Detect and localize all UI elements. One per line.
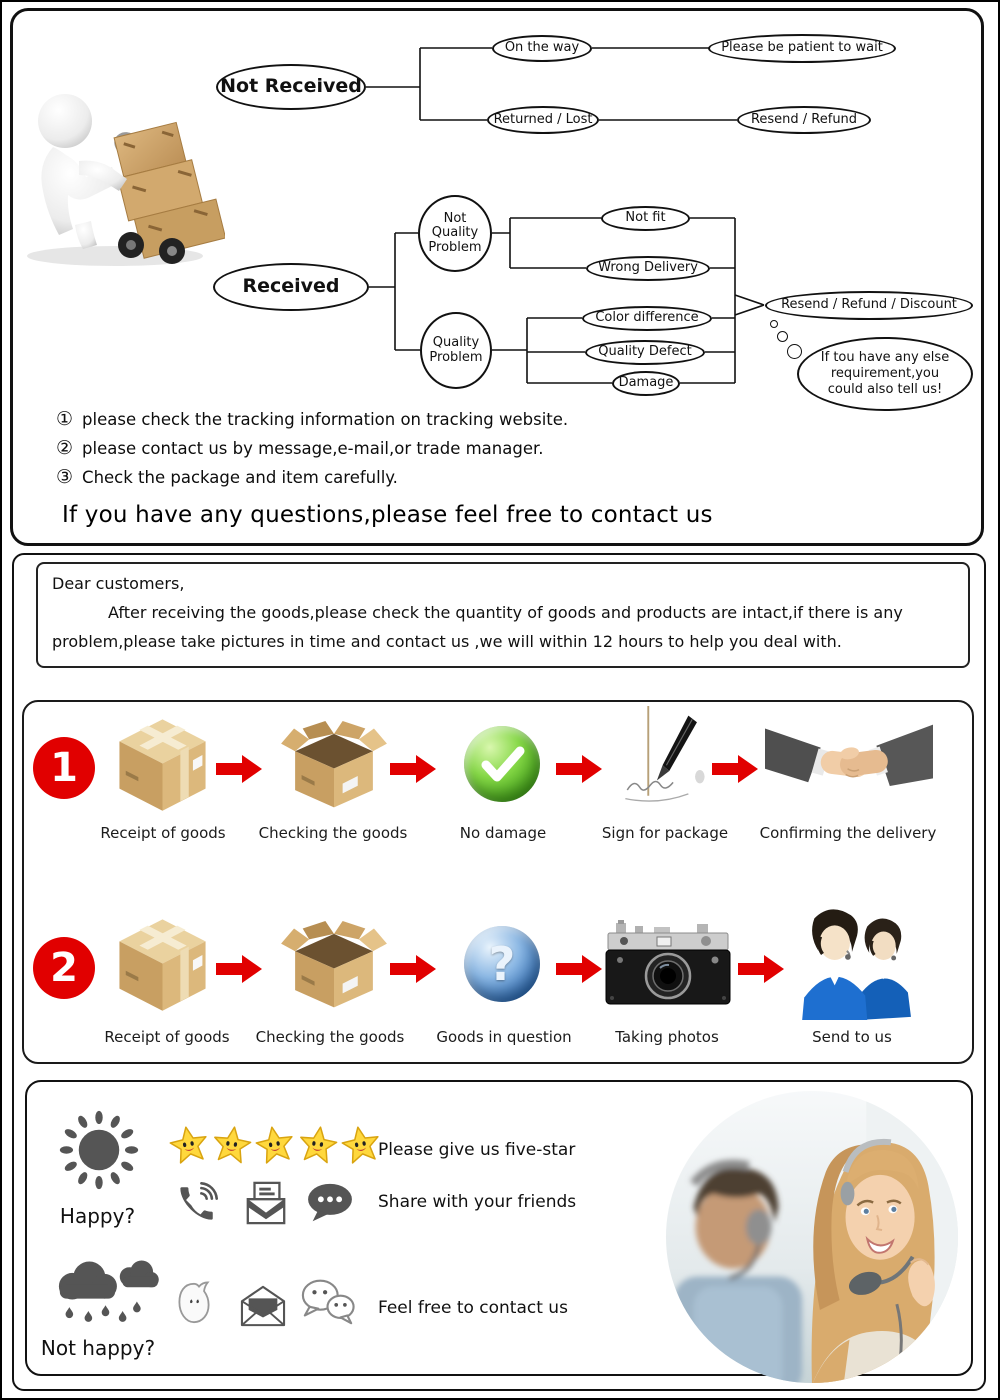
contact-text: Feel free to contact us <box>378 1298 568 1318</box>
thought-dot-medium <box>777 331 788 342</box>
note-text-3: Check the package and item carefully. <box>82 468 398 487</box>
not-happy-label: Not happy? <box>40 1336 156 1360</box>
red-arrow-icon <box>216 753 262 785</box>
step-label: Receipt of goods <box>100 824 226 842</box>
flow-node-resend-refund-discount: Resend / Refund / Discount <box>765 291 973 320</box>
five-star-rating <box>170 1126 380 1164</box>
flow-node-wrong-delivery: Wrong Delivery <box>586 256 710 281</box>
red-arrow-icon <box>390 753 436 785</box>
phone-icon <box>176 1182 218 1224</box>
open-envelope-icon <box>238 1284 288 1328</box>
step-label: No damage <box>459 824 547 842</box>
flow-node-on-the-way: On the way <box>492 35 592 62</box>
sun-icon <box>55 1106 143 1194</box>
closed-box-icon <box>110 712 215 817</box>
red-arrow-icon <box>712 753 758 785</box>
support-team-icon <box>792 900 914 1020</box>
green-check-ball-icon <box>464 726 540 802</box>
flow-node-received: Received <box>213 263 369 311</box>
step-label: Checking the goods <box>255 1028 405 1046</box>
flow-node-quality-defect: Quality Defect <box>585 340 705 365</box>
step-label: Goods in question <box>436 1028 572 1046</box>
open-box-icon <box>280 908 388 1016</box>
smiley-star-icon <box>211 1124 254 1167</box>
step-label: Send to us <box>812 1028 892 1046</box>
flow-node-returned-lost: Returned / Lost <box>487 106 599 134</box>
camera-icon <box>602 918 734 1010</box>
mail-message-icon <box>243 1180 289 1226</box>
step-label: Checking the goods <box>258 824 408 842</box>
blue-question-ball-icon <box>464 926 540 1002</box>
flow-node-damage: Damage <box>612 371 680 396</box>
thought-dot-large <box>787 344 802 359</box>
note-text-2: please contact us by message,e-mail,or trade manager. <box>82 439 544 458</box>
five-star-text: Please give us five-star <box>378 1140 576 1160</box>
red-arrow-icon <box>216 953 262 985</box>
flow-thought-bubble: If tou have any else requirement,you could also tell us! <box>797 337 973 411</box>
flow-node-not-received: Not Received <box>216 64 366 110</box>
customers-salutation: Dear customers, <box>52 574 185 593</box>
circled-number-2: ② <box>56 437 74 459</box>
happy-label: Happy? <box>59 1204 136 1228</box>
smiley-star-icon <box>253 1123 297 1167</box>
note-text-1: please check the tracking information on tracking website. <box>82 410 569 429</box>
smiley-star-icon <box>339 1123 383 1167</box>
step-number-badge-2: 2 <box>33 937 95 999</box>
red-arrow-icon <box>738 953 784 985</box>
flow-node-not-fit: Not fit <box>601 206 690 231</box>
step-number-badge-1: 1 <box>33 737 95 799</box>
customer-service-photo <box>664 1089 960 1385</box>
circled-number-1: ① <box>56 408 74 430</box>
share-text: Share with your friends <box>378 1192 577 1212</box>
step-label: Receipt of goods <box>104 1028 230 1046</box>
step-label: Confirming the delivery <box>759 824 937 842</box>
red-arrow-icon <box>556 953 602 985</box>
smiley-star-icon <box>297 1124 340 1167</box>
open-box-icon <box>280 708 388 816</box>
step-label: Sign for package <box>601 824 729 842</box>
note-item-1 <box>56 410 568 429</box>
flow-node-be-patient: Please be patient to wait <box>708 34 896 63</box>
handshake-icon <box>765 717 933 809</box>
rain-cloud-icon <box>48 1252 163 1330</box>
closed-box-icon <box>110 912 215 1017</box>
step-label: Taking photos <box>615 1028 719 1046</box>
chat-bubble-icon <box>306 1182 354 1224</box>
contact-headline: If you have any questions,please feel free to contact us <box>62 502 713 528</box>
flow-node-resend-refund: Resend / Refund <box>737 106 871 134</box>
customers-note-box <box>36 562 970 668</box>
flow-node-color-difference: Color difference <box>582 306 712 331</box>
flow-node-quality-problem: Quality Problem <box>420 312 492 389</box>
red-arrow-icon <box>390 953 436 985</box>
question-mark: ? <box>488 937 516 991</box>
thought-dot-small <box>770 320 778 328</box>
note-item-2 <box>56 439 543 458</box>
smiley-star-icon <box>167 1123 211 1167</box>
wechat-icon <box>300 1276 356 1326</box>
delivery-man-handtruck-image <box>15 75 225 270</box>
red-arrow-icon <box>556 753 602 785</box>
note-item-3 <box>56 468 398 487</box>
customers-body: After receiving the goods,please check the quantity of goods and products are intact,if there is any problem,please take pictures in time and contact us ,we will within 12 hours to help you deal with. <box>52 603 903 651</box>
flow-node-not-quality-problem: Not Quality Problem <box>418 195 492 272</box>
circled-number-3: ③ <box>56 466 74 488</box>
pen-signature-icon <box>612 702 717 817</box>
qq-messenger-icon <box>173 1280 215 1326</box>
